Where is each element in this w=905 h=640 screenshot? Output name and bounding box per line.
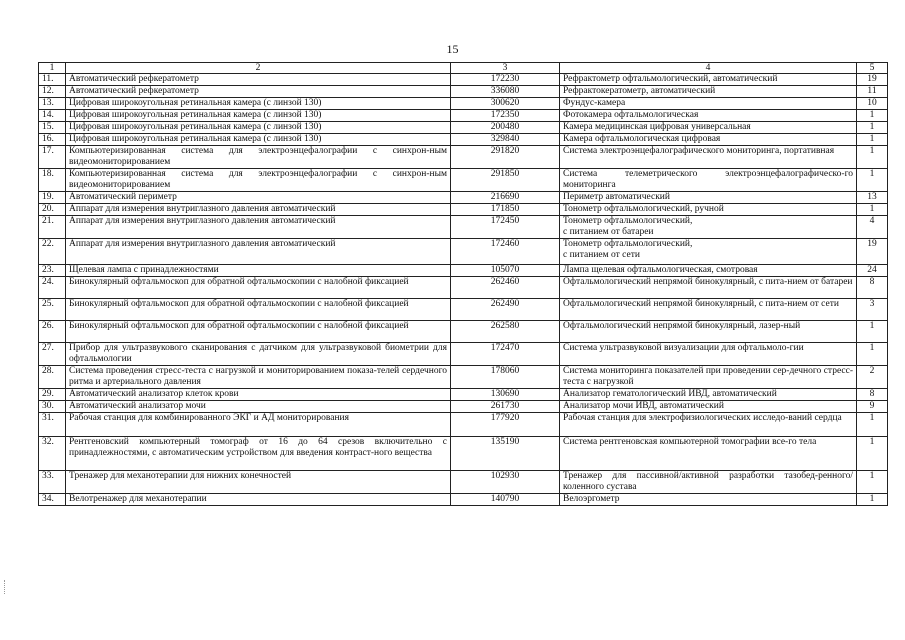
column-number: 4 <box>560 63 857 74</box>
table-row <box>39 471 888 494</box>
equipment-code: 329840 <box>451 134 560 146</box>
table-row <box>39 239 888 265</box>
equipment-quantity: 11 <box>857 86 888 98</box>
equipment-quantity: 1 <box>857 494 888 506</box>
equipment-quantity: 1 <box>857 169 888 192</box>
equipment-quantity: 3 <box>857 299 888 321</box>
row-number: 11. <box>39 74 66 86</box>
row-number: 19. <box>39 192 66 204</box>
equipment-name: Велотренажер для механотерапии <box>66 494 451 506</box>
equipment-name: Аппарат для измерения внутриглазного давления автоматический <box>66 216 451 239</box>
equipment-quantity: 8 <box>857 277 888 299</box>
equipment-type: Система электроэнцефалографического мониторинга, портативная <box>560 146 857 169</box>
row-number: 17. <box>39 146 66 169</box>
row-number: 26. <box>39 321 66 343</box>
row-number: 22. <box>39 239 66 265</box>
row-number: 24. <box>39 277 66 299</box>
equipment-type: Лампа щелевая офтальмологическая, смотровая <box>560 265 857 277</box>
equipment-type: Рефрактометр офтальмологический, автоматический <box>560 74 857 86</box>
equipment-code: 105070 <box>451 265 560 277</box>
equipment-name: Автоматический рефкератометр <box>66 86 451 98</box>
equipment-quantity: 10 <box>857 98 888 110</box>
row-number: 32. <box>39 437 66 471</box>
equipment-name: Компьютеризированная система для электроэнцефалографии с синхрон-ным видеомониторированием <box>66 146 451 169</box>
equipment-type: Тонометр офтальмологический, с питанием от сети <box>560 239 857 265</box>
equipment-code: 172350 <box>451 110 560 122</box>
equipment-name: Автоматический периметр <box>66 192 451 204</box>
equipment-code: 172230 <box>451 74 560 86</box>
equipment-quantity: 2 <box>857 366 888 389</box>
equipment-type: Рабочая станция для электрофизиологических исследо-ваний сердца <box>560 413 857 437</box>
equipment-quantity: 13 <box>857 192 888 204</box>
table-row <box>39 98 888 110</box>
table-row <box>39 192 888 204</box>
equipment-quantity: 1 <box>857 321 888 343</box>
equipment-quantity: 1 <box>857 204 888 216</box>
table-row <box>39 74 888 86</box>
row-number: 25. <box>39 299 66 321</box>
equipment-quantity: 24 <box>857 265 888 277</box>
equipment-type: Велоэргометр <box>560 494 857 506</box>
equipment-name: Бинокулярный офтальмоскоп для обратной офтальмоскопии с налобной фиксацией <box>66 277 451 299</box>
table-row <box>39 204 888 216</box>
table-row <box>39 494 888 506</box>
equipment-quantity: 1 <box>857 343 888 366</box>
row-number: 27. <box>39 343 66 366</box>
equipment-name: Щелевая лампа с принадлежностями <box>66 265 451 277</box>
table-row <box>39 277 888 299</box>
equipment-code: 261730 <box>451 401 560 413</box>
row-number: 28. <box>39 366 66 389</box>
column-number: 3 <box>451 63 560 74</box>
equipment-code: 178060 <box>451 366 560 389</box>
equipment-code: 200480 <box>451 122 560 134</box>
equipment-name: Тренажер для механотерапии для нижних конечностей <box>66 471 451 494</box>
table-row <box>39 299 888 321</box>
page-number: 15 <box>446 42 459 56</box>
equipment-quantity: 9 <box>857 401 888 413</box>
equipment-quantity: 19 <box>857 74 888 86</box>
row-number: 14. <box>39 110 66 122</box>
table-row <box>39 216 888 239</box>
equipment-quantity: 1 <box>857 134 888 146</box>
row-number: 29. <box>39 389 66 401</box>
equipment-name: Аппарат для измерения внутриглазного давления автоматический <box>66 239 451 265</box>
equipment-name: Цифровая широкоугольная ретинальная камера (с линзой 130) <box>66 134 451 146</box>
equipment-name: Автоматический анализатор клеток крови <box>66 389 451 401</box>
equipment-name: Бинокулярный офтальмоскоп для обратной офтальмоскопии с налобной фиксацией <box>66 321 451 343</box>
equipment-quantity: 1 <box>857 110 888 122</box>
equipment-code: 291820 <box>451 146 560 169</box>
table-row <box>39 321 888 343</box>
row-number: 23. <box>39 265 66 277</box>
column-number: 5 <box>857 63 888 74</box>
equipment-type: Периметр автоматический <box>560 192 857 204</box>
table-row <box>39 122 888 134</box>
row-number: 31. <box>39 413 66 437</box>
table-row <box>39 169 888 192</box>
equipment-type: Фундус-камера <box>560 98 857 110</box>
row-number: 21. <box>39 216 66 239</box>
equipment-code: 262460 <box>451 277 560 299</box>
equipment-name: Бинокулярный офтальмоскоп для обратной офтальмоскопии с налобной фиксацией <box>66 299 451 321</box>
equipment-type: Система ультразвуковой визуализации для офтальмоло-гии <box>560 343 857 366</box>
equipment-code: 216690 <box>451 192 560 204</box>
equipment-type: Офтальмологический непрямой бинокулярный, с пита-нием от сети <box>560 299 857 321</box>
table-row <box>39 366 888 389</box>
equipment-quantity: 1 <box>857 437 888 471</box>
equipment-code: 140790 <box>451 494 560 506</box>
equipment-type: Фотокамера офтальмологическая <box>560 110 857 122</box>
row-number: 16. <box>39 134 66 146</box>
table-row <box>39 413 888 437</box>
row-number: 33. <box>39 471 66 494</box>
equipment-code: 336080 <box>451 86 560 98</box>
equipment-name: Система проведения стресс-теста с нагрузкой и мониторированием показа-телей сердечного ритма и артериального давления <box>66 366 451 389</box>
equipment-type: Анализатор гематологический ИВД, автоматический <box>560 389 857 401</box>
equipment-name: Компьютеризированная система для электроэнцефалографии с синхрон-ным видеомониторированием <box>66 169 451 192</box>
equipment-type: Камера офтальмологическая цифровая <box>560 134 857 146</box>
table-row <box>39 265 888 277</box>
table-row <box>39 389 888 401</box>
equipment-quantity: 1 <box>857 413 888 437</box>
equipment-type: Система рентгеновская компьютерной томографии все-го тела <box>560 437 857 471</box>
equipment-quantity: 1 <box>857 122 888 134</box>
column-number: 2 <box>66 63 451 74</box>
row-number: 15. <box>39 122 66 134</box>
table-row <box>39 401 888 413</box>
equipment-quantity: 4 <box>857 216 888 239</box>
equipment-type: Система мониторинга показателей при проведении сер-дечного стресс-теста с нагрузкой <box>560 366 857 389</box>
equipment-type: Система телеметрического электроэнцефалографическо-го мониторинга <box>560 169 857 192</box>
equipment-type: Тонометр офтальмологический, ручной <box>560 204 857 216</box>
equipment-code: 130690 <box>451 389 560 401</box>
row-number: 12. <box>39 86 66 98</box>
scan-artifact <box>4 580 6 594</box>
equipment-quantity: 1 <box>857 471 888 494</box>
equipment-name: Рабочая станция для комбинированного ЭКГ и АД мониторирования <box>66 413 451 437</box>
equipment-type: Анализатор мочи ИВД, автоматический <box>560 401 857 413</box>
equipment-name: Автоматический рефкератометр <box>66 74 451 86</box>
row-number: 13. <box>39 98 66 110</box>
table-row <box>39 86 888 98</box>
equipment-code: 300620 <box>451 98 560 110</box>
equipment-code: 262490 <box>451 299 560 321</box>
equipment-name: Автоматический анализатор мочи <box>66 401 451 413</box>
table-row <box>39 146 888 169</box>
equipment-name: Аппарат для измерения внутриглазного давления автоматический <box>66 204 451 216</box>
equipment-quantity: 19 <box>857 239 888 265</box>
equipment-name: Прибор для ультразвукового сканирования с датчиком для ультразвуковой биометрии для офтальмологии <box>66 343 451 366</box>
equipment-code: 172450 <box>451 216 560 239</box>
equipment-name: Цифровая широкоугольная ретинальная камера (с линзой 130) <box>66 122 451 134</box>
row-number: 30. <box>39 401 66 413</box>
equipment-type: Офтальмологический непрямой бинокулярный, лазер-ный <box>560 321 857 343</box>
table-row <box>39 343 888 366</box>
row-number: 34. <box>39 494 66 506</box>
table-row <box>39 110 888 122</box>
row-number: 20. <box>39 204 66 216</box>
equipment-type: Рефрактокератометр, автоматический <box>560 86 857 98</box>
table-row <box>39 437 888 471</box>
equipment-code: 102930 <box>451 471 560 494</box>
equipment-table <box>38 62 888 506</box>
equipment-type: Тренажер для пассивной/активной разработки тазобед-ренного/коленного сустава <box>560 471 857 494</box>
table-row <box>39 134 888 146</box>
equipment-name: Цифровая широкоугольная ретинальная камера (с линзой 130) <box>66 110 451 122</box>
equipment-type: Камера медицинская цифровая универсальная <box>560 122 857 134</box>
equipment-name: Рентгеновский компьютерный томограф от 16 до 64 срезов включительно с принадлежностями, с автоматическим устройством для введения контраст-ного вещества <box>66 437 451 471</box>
equipment-code: 262580 <box>451 321 560 343</box>
equipment-name: Цифровая широкоугольная ретинальная камера (с линзой 130) <box>66 98 451 110</box>
equipment-code: 291850 <box>451 169 560 192</box>
row-number: 18. <box>39 169 66 192</box>
equipment-code: 172460 <box>451 239 560 265</box>
equipment-type: Офтальмологический непрямой бинокулярный, с пита-нием от батареи <box>560 277 857 299</box>
column-number-row <box>39 63 888 74</box>
equipment-code: 172470 <box>451 343 560 366</box>
equipment-code: 171850 <box>451 204 560 216</box>
equipment-code: 177920 <box>451 413 560 437</box>
column-number: 1 <box>39 63 66 74</box>
equipment-quantity: 1 <box>857 146 888 169</box>
equipment-code: 135190 <box>451 437 560 471</box>
equipment-type: Тонометр офтальмологический, с питанием от батареи <box>560 216 857 239</box>
equipment-quantity: 8 <box>857 389 888 401</box>
